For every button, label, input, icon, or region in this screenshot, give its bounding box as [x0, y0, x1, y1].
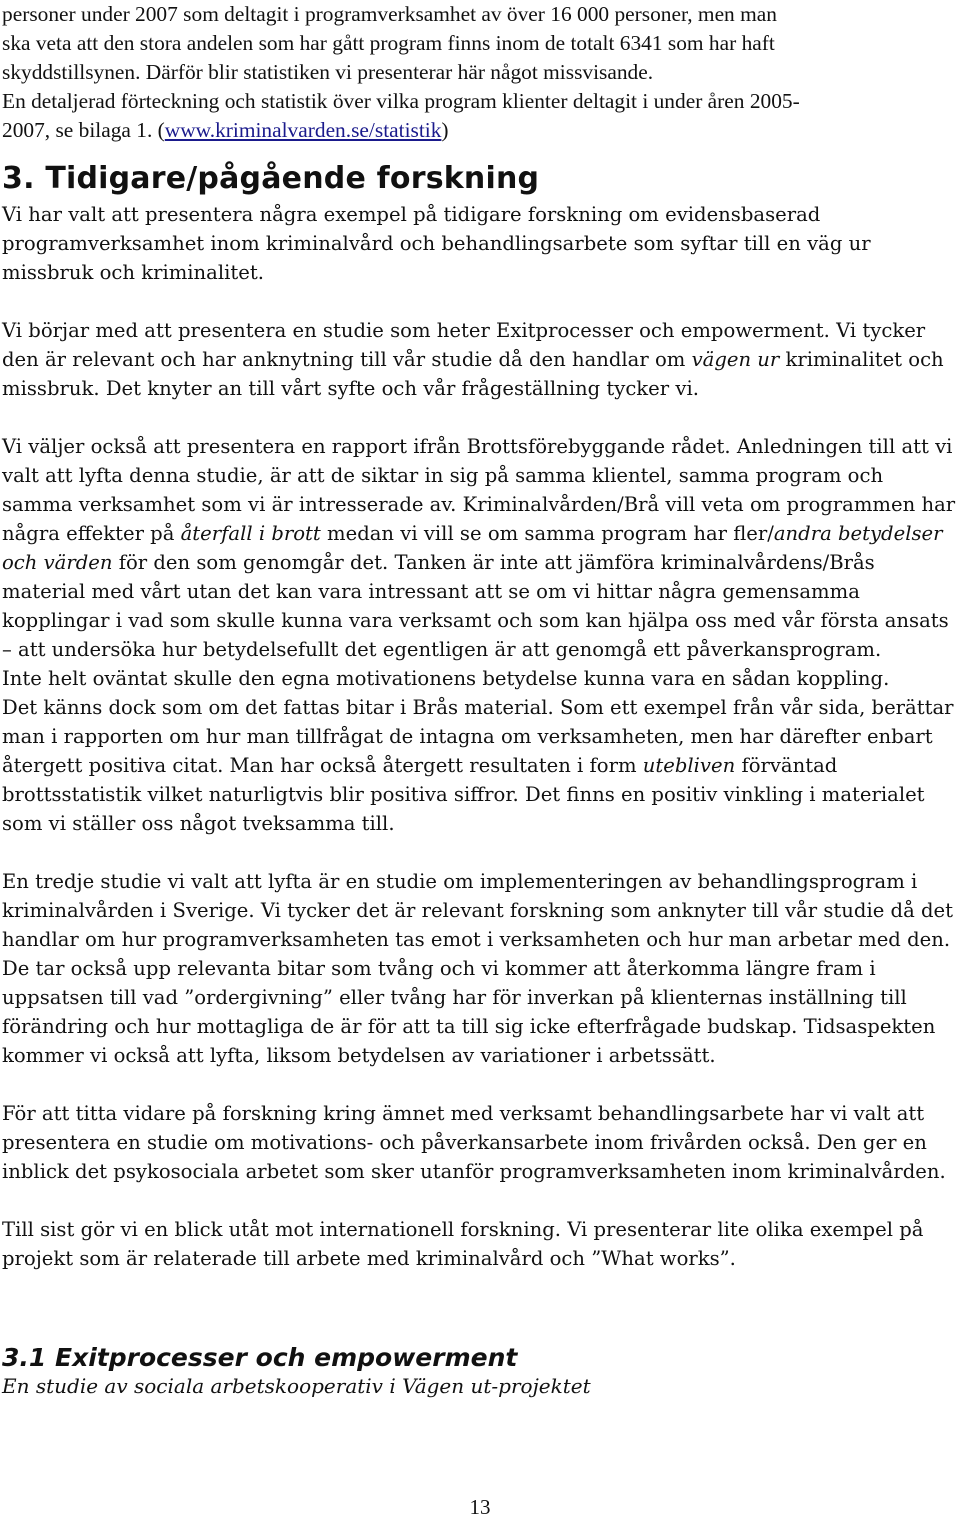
paragraph: För att titta vidare på forskning kring ämnet med verksamt behandlingsarbete har vi valt att presentera en studie om motivations- och påverkansarbete inom frivården också. Den ger en inblick det psykosociala arbetet som sker utanför programverksamheten inom kriminalvården. — [2, 1102, 946, 1183]
paragraph: Till sist gör vi en blick utåt mot internationell forskning. Vi presenterar lite olika exempel på projekt som är relaterade till arbete med kriminalvård och ”What works”. — [2, 1218, 924, 1270]
paragraph — [2, 432, 958, 664]
paragraph: Vi har valt att presentera några exempel på tidigare forskning om evidensbaserad programverksamhet inom kriminalvård och behandlingsarbete som syftar till en väg ur missbruk och kriminalitet. — [2, 203, 871, 284]
intro-line-text: 2007, se bilaga 1. ( — [2, 118, 165, 142]
section-heading: 3. Tidigare/pågående forskning — [2, 161, 540, 196]
paragraph-text: kriminalitet och missbruk. Det knyter an till vårt syfte och vår frågeställning tycker vi. — [2, 348, 944, 400]
statistics-link[interactable]: www.kriminalvarden.se/statistik — [164, 118, 442, 142]
emphasis: vägen ur — [691, 348, 780, 371]
paragraph — [2, 316, 958, 403]
paragraph-text: medan vi vill se om samma program har fler/ — [320, 522, 774, 545]
intro-line-text: ) — [441, 118, 449, 142]
intro-line — [2, 116, 958, 145]
intro-line: skyddstillsynen. Därför blir statistiken vi presenterar här något missvisande. — [2, 60, 654, 84]
paragraph-text: Vi väljer också att presentera en rapport ifrån Brottsförebyggande rådet. Anledningen till att vi valt att lyfta denna studie, är att de siktar in sig på samma klientel, samma program och samma verksamhet som vi är intresserade av. Kriminalvården/Brå vill veta om programmen har några effekter på — [2, 435, 956, 545]
emphasis: andra betydelser och värden — [2, 522, 943, 574]
intro-line: personer under 2007 som deltagit i programverksamhet av över 16 000 personer, men man — [2, 2, 777, 26]
paragraph-text: förväntad brottsstatistik vilket naturligtvis blir positiva siffror. Det finns en positiv vinkling i materialet som vi ställer oss något tveksamma till. — [2, 754, 925, 835]
emphasis: utebliven — [642, 754, 736, 777]
paragraph: Inte helt oväntat skulle den egna motivationens betydelse kunna vara en sådan koppling. — [2, 667, 890, 690]
page-number: 13 — [469, 1495, 491, 1519]
subsection-heading: 3.1 Exitprocesser och empowerment — [2, 1343, 518, 1372]
intro-paragraph — [2, 0, 958, 145]
section-body — [2, 200, 958, 1273]
emphasis: återfall i brott — [180, 522, 321, 545]
paragraph-text: Vi börjar med att presentera en studie som heter Exitprocesser och empowerment. Vi tycker den är relevant och har anknytning till vår studie då den handlar om — [2, 319, 926, 371]
paragraph-text: för den som genomgår det. Tanken är inte att jämföra kriminalvårdens/Brås material med vårt utan det kan vara intressant att se om vi hittar några gemensamma kopplingar i vad som skulle kunna vara verksamt och som kan hjälpa oss med vår första ansats – att undersöka hur betydelsefullt det egentligen är att genomgå ett påverkansprogram. — [2, 551, 949, 661]
subsection-subtitle: En studie av sociala arbetskooperativ i Vägen ut-projektet — [2, 1374, 591, 1398]
paragraph-text: Det känns dock som om det fattas bitar i Brås material. Som ett exempel från vår sida, berättar man i rapporten om hur man tillfrågat de intagna om verksamheten, men har därefter enbart återgett positiva citat. Man har också återgett resultaten i form — [2, 696, 954, 777]
paragraph: En tredje studie vi valt att lyfta är en studie om implementeringen av behandlingsprogram i kriminalvården i Sverige. Vi tycker det är relevant forskning som anknyter till vår studie då det handlar om hur programverksamheten tas emot i verksamheten och hur man arbetar med den. De tar också upp relevanta bitar som tvång och vi kommer att återkomma längre fram i uppsatsen till vad ”ordergivning” eller tvång har för inverkan på klienternas inställning till förändring och hur mottagliga de är för att ta till sig icke efterfrågade budskap. Tidsaspekten kommer vi också att lyfta, liksom betydelsen av variationer i arbetssätt. — [2, 870, 954, 1067]
intro-line: En detaljerad förteckning och statistik över vilka program klienter deltagit i under åren 2005- — [2, 89, 800, 113]
intro-line: ska veta att den stora andelen som har gått program finns inom de totalt 6341 som har haft — [2, 31, 775, 55]
paragraph — [2, 693, 958, 838]
